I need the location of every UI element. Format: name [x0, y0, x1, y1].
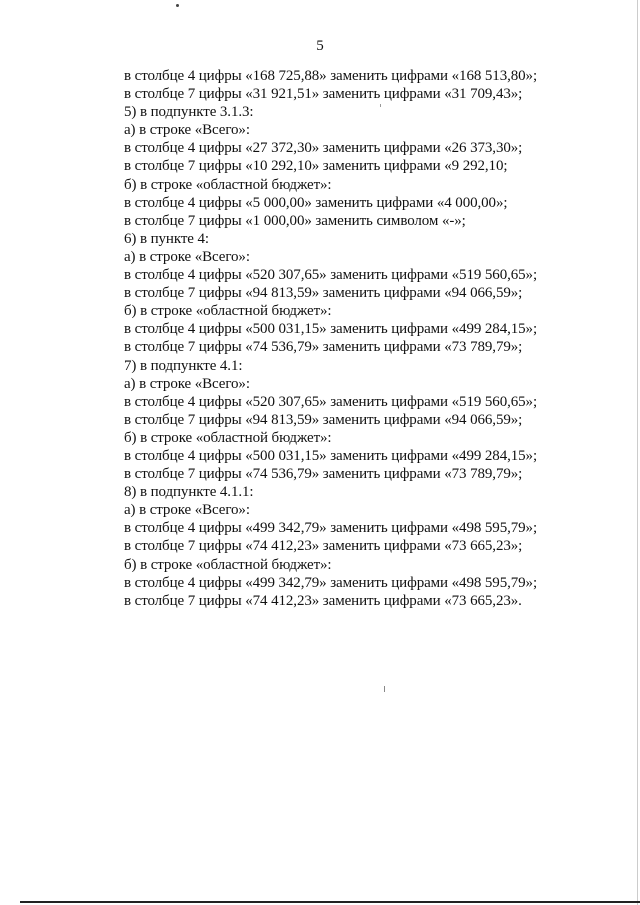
text-line: а) в строке «Всего»:	[124, 122, 250, 139]
text-line: в столбце 7 цифры «94 813,59» заменить цифрами «94 066,59»;	[124, 285, 523, 302]
scan-speck	[176, 4, 179, 7]
text-line: в столбце 7 цифры «74 412,23» заменить цифрами «73 665,23».	[124, 592, 522, 609]
text-line: в столбце 4 цифры «520 307,65» заменить цифрами «519 560,65»;	[124, 393, 538, 410]
text-line: в столбце 4 цифры «499 342,79» заменить цифрами «498 595,79»;	[124, 574, 538, 591]
text-line: 5) в подпункте 3.1.3:	[124, 104, 254, 121]
text-line: 7) в подпункте 4.1:	[124, 357, 243, 374]
text-line: в столбце 7 цифры «74 536,79» заменить цифрами «73 789,79»;	[124, 466, 523, 483]
text-line: 8) в подпункте 4.1.1:	[124, 484, 254, 501]
scan-edge-right	[637, 0, 638, 905]
scan-edge-bottom	[20, 901, 640, 903]
text-line: б) в строке «областной бюджет»:	[124, 429, 332, 446]
text-line: в столбце 7 цифры «31 921,51» заменить цифрами «31 709,43»;	[124, 86, 523, 103]
text-line: в столбце 4 цифры «500 031,15» заменить цифрами «499 284,15»;	[124, 447, 538, 464]
text-line: в столбце 4 цифры «499 342,79» заменить цифрами «498 595,79»;	[124, 520, 538, 537]
text-line: б) в строке «областной бюджет»:	[124, 176, 332, 193]
text-line: в столбце 7 цифры «94 813,59» заменить цифрами «94 066,59»;	[124, 411, 523, 428]
text-line: 6) в пункте 4:	[124, 230, 209, 247]
text-line: в столбце 4 цифры «500 031,15» заменить цифрами «499 284,15»;	[124, 321, 538, 338]
text-line: в столбце 4 цифры «27 372,30» заменить цифрами «26 373,30»;	[124, 140, 523, 157]
text-line: а) в строке «Всего»:	[124, 248, 250, 265]
text-line: в столбце 7 цифры «74 412,23» заменить цифрами «73 665,23»;	[124, 538, 523, 555]
text-line: в столбце 7 цифры «10 292,10» заменить цифрами «9 292,10;	[124, 158, 508, 175]
text-line: б) в строке «областной бюджет»:	[124, 556, 332, 573]
amendment-text	[124, 67, 624, 610]
text-line: а) в строке «Всего»:	[124, 375, 250, 392]
page-number: 5	[316, 38, 324, 54]
text-line: а) в строке «Всего»:	[124, 502, 250, 519]
text-line: в столбце 4 цифры «5 000,00» заменить цифрами «4 000,00»;	[124, 194, 508, 211]
text-line: в столбце 4 цифры «520 307,65» заменить цифрами «519 560,65»;	[124, 267, 538, 284]
text-line: б) в строке «областной бюджет»:	[124, 303, 332, 320]
text-line: в столбце 7 цифры «74 536,79» заменить цифрами «73 789,79»;	[124, 339, 523, 356]
scan-speck	[384, 686, 385, 692]
text-line: в столбце 7 цифры «1 000,00» заменить символом «-»;	[124, 212, 466, 229]
text-line: в столбце 4 цифры «168 725,88» заменить цифрами «168 513,80»;	[124, 68, 538, 84]
